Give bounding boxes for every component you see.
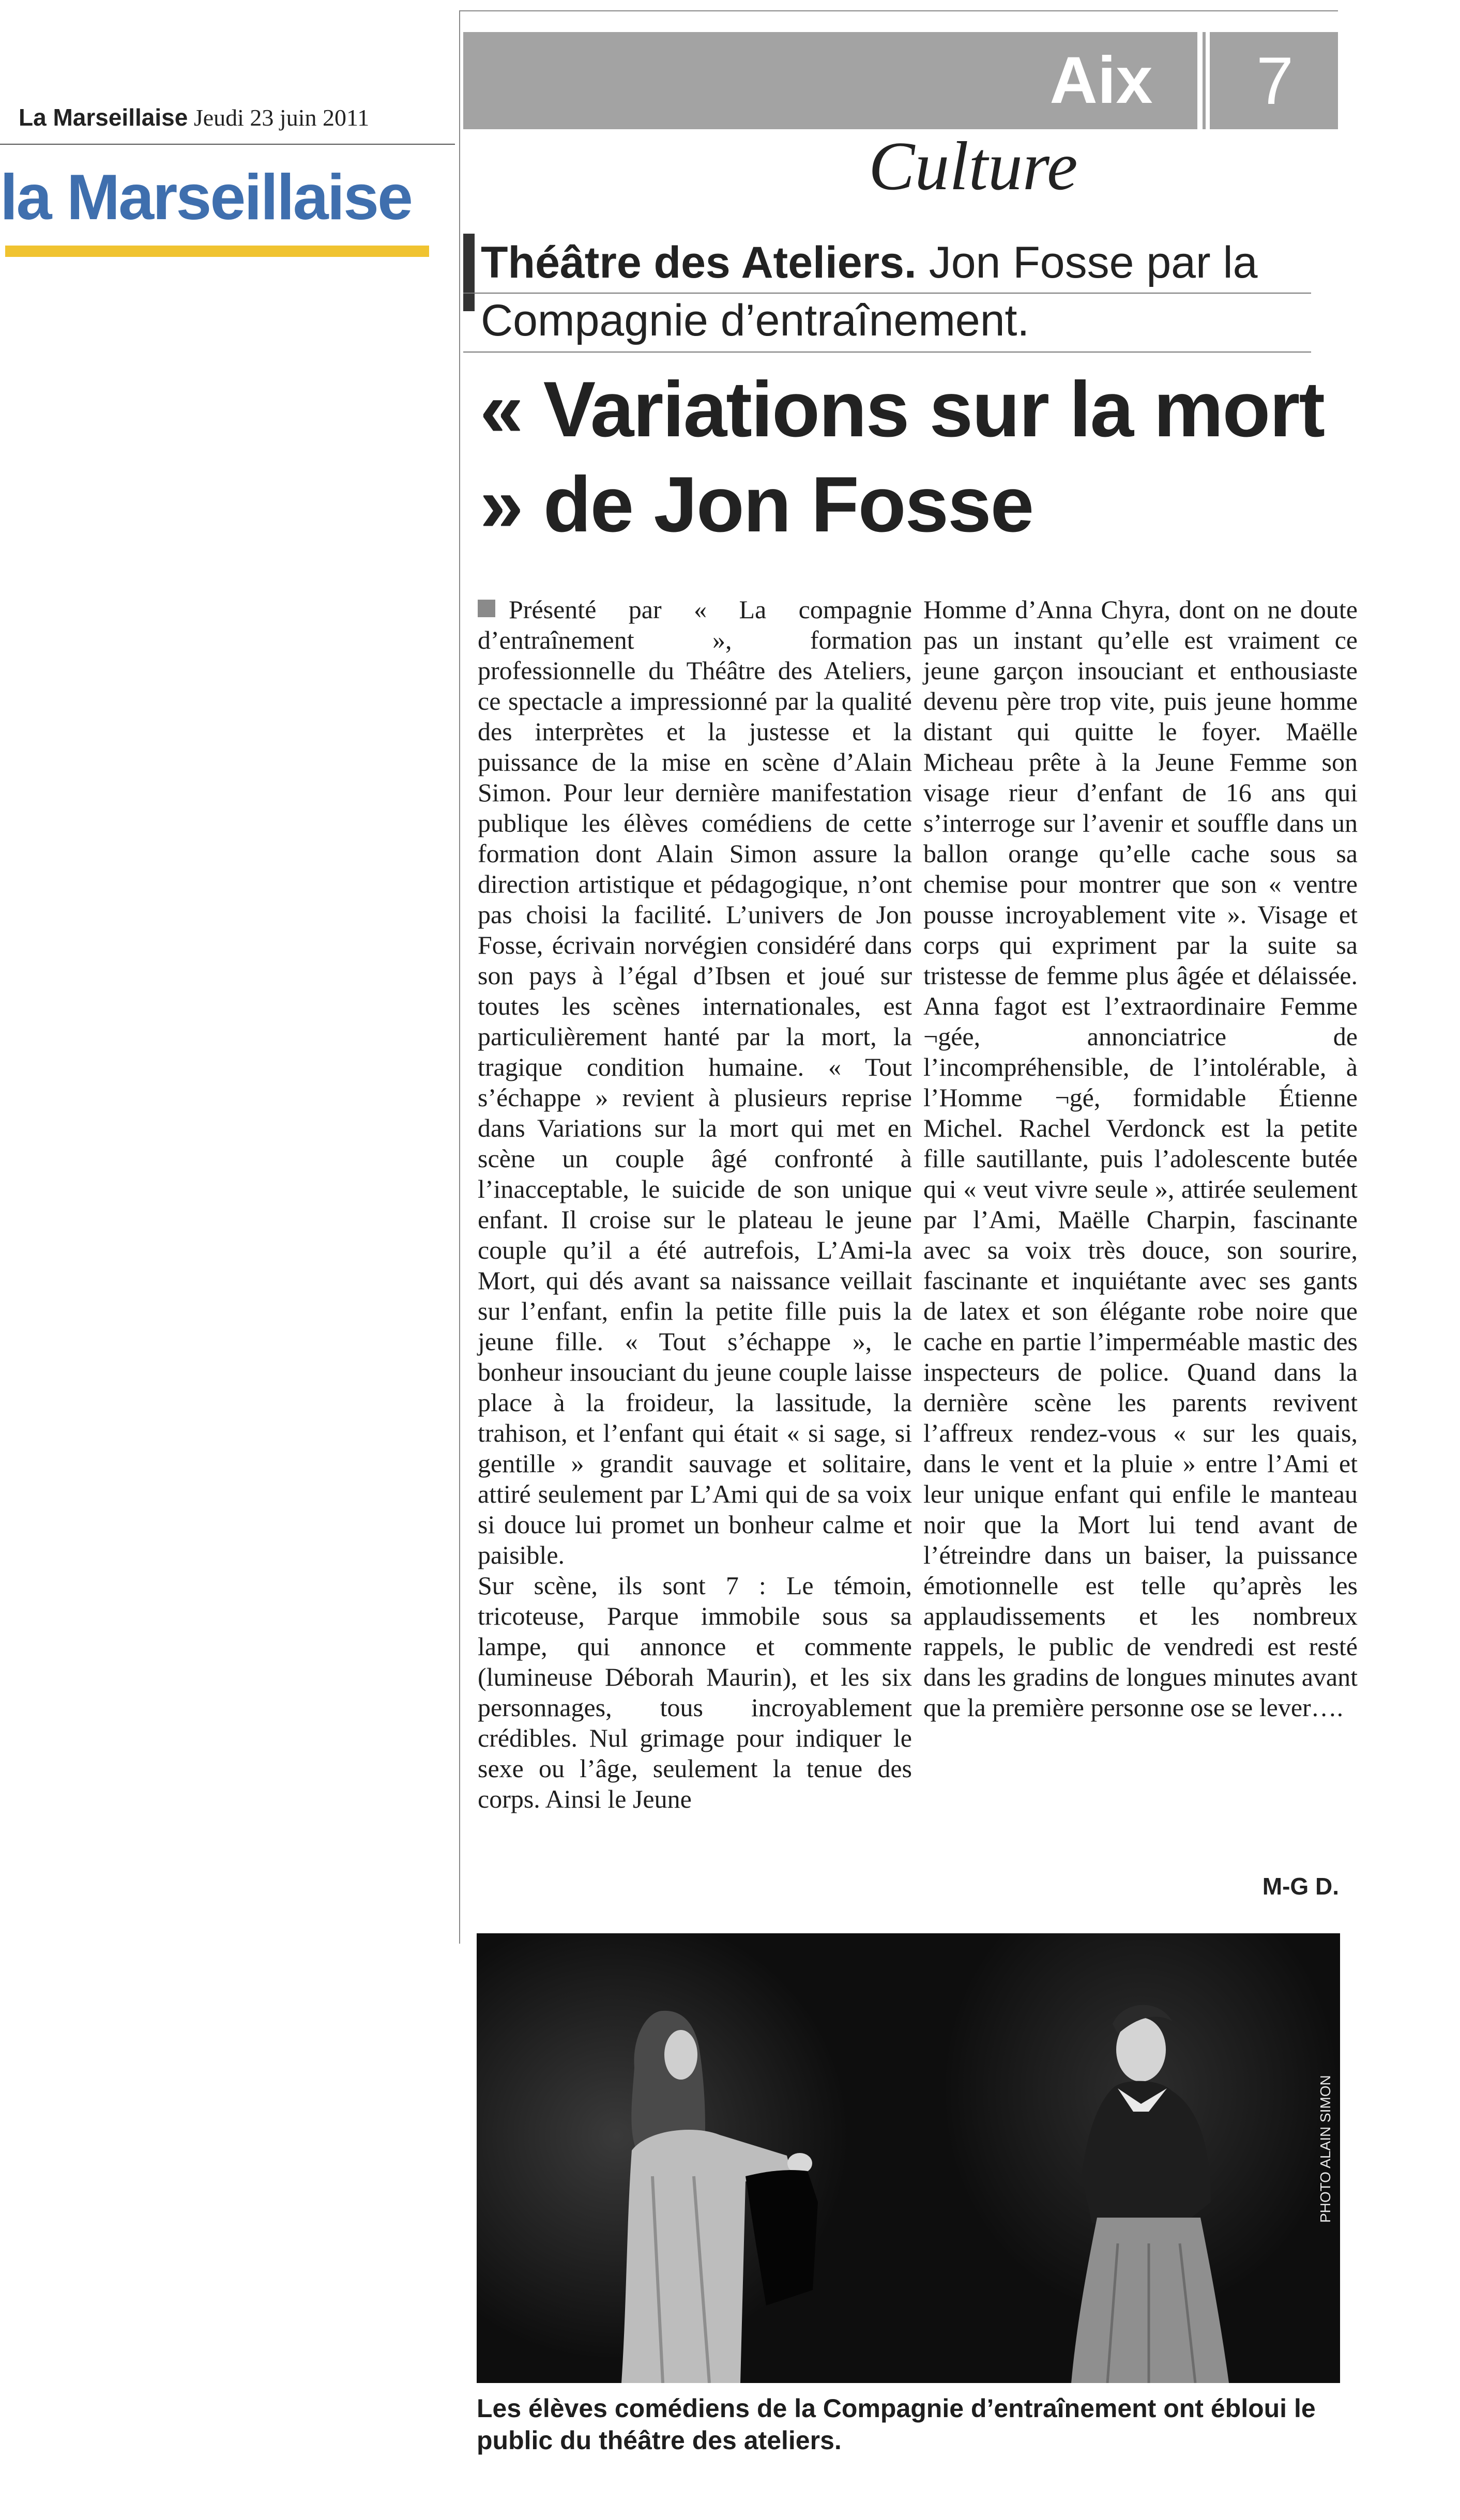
logo-underline-bar <box>5 246 429 257</box>
kicker-rule <box>463 352 1311 353</box>
photo-credit: PHOTO ALAIN SIMON <box>1317 2075 1333 2223</box>
section-city: Aix <box>1050 43 1153 117</box>
article-column-1 <box>478 594 912 1814</box>
section-rubric: Culture <box>869 128 1078 204</box>
kicker-marker <box>463 234 475 311</box>
kicker-rule <box>463 293 1311 294</box>
clipping-source-line <box>19 103 412 131</box>
paragraph-square-icon <box>478 600 495 617</box>
article-column-2 <box>923 594 1358 1723</box>
article-paragraph <box>478 594 912 1570</box>
article-kicker <box>481 234 1349 349</box>
paragraph-text: Présenté par « La compagnie d’entraînement », formation professionnelle du Théâtre des Ateliers, ce spectacle a impressionné par la qualité des interprètes et la justesse et la puissance de la mise en scène d’Alain Simon. Pour leur dernière manifestation publique les élèves comédiens de cette formation dont Alain Simon assure la direction artistique et pédagogique, n’ont pas choisi la facilité. L’univers de Jon Fosse, écrivain norvégien considéré dans son pays à l’égal d’Ibsen et joué sur toutes les scènes internationales, est particulièrement hanté par la mort, la tragique condition humaine. « Tout s’échappe » revient à plusieurs reprise dans Variations sur la mort qui met en scène un couple âgé confronté à l’inacceptable, le suicide de son unique enfant. Il croise sur le plateau le jeune couple qu’il a été autrefois, L’Ami-la Mort, qui dés avant sa naissance veillait sur l’enfant, enfin la petite fille puis la jeune fille. « Tout s’échappe », le bonheur insouciant du jeune couple laisse place à la froideur, la lassitude, la trahison, et l’enfant qui était « si sage, si gentille » grandit sauvage et solitaire, attiré seulement par L’Ami qui de sa voix si douce lui promet un bonheur calme et paisible. <box>478 595 912 1569</box>
page-frame-top <box>459 10 1338 11</box>
article-paragraph: Sur scène, ils sont 7 : Le témoin, tricoteuse, Parque immobile sous sa lampe, qui annonce et commente (lumineuse Déborah Maurin), et les six personnages, tous incroyablement crédibles. Nul grimage pour indiquer le sexe ou l’âge, seulement la tenue des corps. Ainsi le Jeune <box>478 1571 912 1813</box>
header-separator <box>1197 32 1203 129</box>
source-date: Jeudi 23 juin 2011 <box>193 104 370 131</box>
article-paragraph: Homme d’Anna Chyra, dont on ne doute pas un instant qu’elle est vraiment ce jeune garçon insouciant et enthousiaste devenu père trop vite, puis jeune homme distant qui quitte le foyer. Maëlle Micheau prête à la Jeune Femme son visage rieur d’enfant de 16 ans qui s’interroge sur l’avenir et souffle dans un ballon orange qu’elle cache sous sa chemise pour montrer que son « ventre pousse incroyablement vite ». Visage et corps qui expriment par la suite sa tristesse de femme plus âgée et délaissée. Anna fagot est l’extraordinaire Femme ¬gée, annonciatrice de l’incompréhensible, de l’intolérable, à l’Homme ¬gé, formidable Étienne Michel. Rachel Verdonck est la petite fille sautillante, puis l’adolescente butée qui « veut vivre seule », attirée seulement par l’Ami, Maëlle Charpin, fascinante avec sa voix très douce, son sourire, fascinante et inquiétante avec ses gants de latex et son élégante robe noire que cache en partie l’imperméable mastic des inspecteurs de police. Quand dans la dernière scène les parents revivent l’affreux rendez-vous « sur les quais, dans le vent et la pluie » entre l’Ami et leur unique enfant qui enfile le manteau noir que la Mort lui tend avant de l’étreindre dans un baiser, la puissance émotionnelle est telle qu’après les applaudissements et les nombreux rappels, le public de vendredi est resté dans les gradins de longues minutes avant que la première personne ose se lever…. <box>923 595 1358 1722</box>
stage-photo-illustration <box>477 1933 1340 2383</box>
article-photo <box>477 1933 1340 2383</box>
author-signature: M-G D. <box>1262 1873 1339 1900</box>
kicker-text: Jon Fosse par la Compagnie d’entraînement. <box>481 238 1258 345</box>
source-paper-name: La Marseillaise <box>19 104 188 131</box>
newspaper-logo: la Marseillaise <box>0 162 412 233</box>
article-headline: « Variations sur la mort » de Jon Fosse <box>480 365 1325 548</box>
page-number: 7 <box>1256 43 1294 118</box>
header-separator <box>1206 32 1210 129</box>
photo-caption: Les élèves comédiens de la Compagnie d’entraînement ont ébloui le public du théâtre des ateliers. <box>477 2394 1316 2455</box>
source-divider <box>0 144 455 145</box>
kicker-venue: Théâtre des Ateliers. <box>481 238 917 287</box>
page-frame-left <box>459 10 460 1944</box>
